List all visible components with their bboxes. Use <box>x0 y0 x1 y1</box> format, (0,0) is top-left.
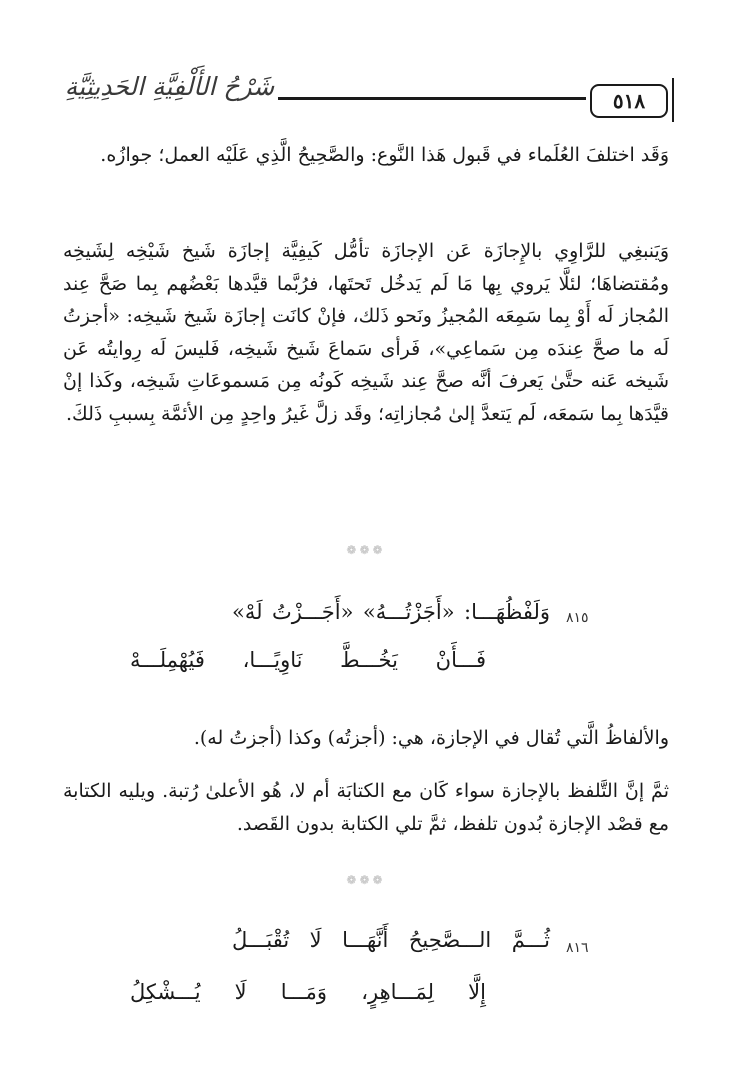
paragraph-acceptance: وَقَد اختلفَ العُلَماء في قَبول هَذا النَّوع: والصَّحِيحُ الَّذِي عَلَيْه العمل؛ جوازُه. <box>100 144 669 166</box>
running-title: شَرْحُ الأَلْفِيَّةِ الحَدِيثِيَّةِ <box>64 72 275 101</box>
paragraph-narrator-caution: وَيَنبغِي للرَّاوِي بالإِجازَة عَن الإجازَة تأمُّل كَيفِيَّة إجازَة شَيخ شَيْخِه لِشَيخِه ومُقتضاهَا؛ لئلَّا يَروي بِها مَا لَم يَدخُل تَحتَها، فرُبَّما قيَّدها بَعْضُهم بِما صَحَّ عِند المُجاز لَه أَوْ بِما سَمِعَه المُجيزُ ونَحو ذَلك، فإنْ كانَت إجازَة شَيخ شَيخِه: «أجزتُ لَه ما صحَّ عِندَه مِن سَماعِي»، فَرأى سَماعَ شَيخ شَيخِه، فَليسَ لَه رِوايتُه عَن شَيخه عَنه حتَّىٰ يَعرفَ أنَّه صحَّ عِند شَيخِه كَونُه مِن مَسموعَاتِ شَيخِه، وكَذا إنْ قيَّدَها بِما سَمعَه، لَم يَتعدَّ إلىٰ مُجازاتِه؛ وقَد زلَّ غَيرُ واحِدٍ مِن الأئمَّة بِسببِ ذَلكَ. <box>63 240 669 425</box>
page-header <box>62 70 677 126</box>
paragraph-wording: والألفاظُ الَّتي تُقال في الإجازة، هي: (أجزتُه) وكذا (أجزتُ له). <box>193 727 669 749</box>
verse-number: ٨١٥ <box>566 610 589 626</box>
verse-number: ٨١٦ <box>566 940 589 956</box>
verse-first-hemistich: ثُـــمَّ الـــصَّحِيحُ أَنَّهَـــا لَا تُقْبَـــلُ <box>232 928 550 952</box>
section-ornament: ❁❁❁ <box>346 873 386 887</box>
verse-second-hemistich: فَـــأَنْ يَخُـــطَّ نَاوِيًـــا، فَيُهْمِلَـــهْ <box>130 648 486 672</box>
header-rule <box>278 97 586 100</box>
paragraph-ranking: ثمَّ إنَّ التَّلفظ بالإجازة سواء كَان مع الكتابَة أم لا، هُو الأعلىٰ رُتبة. ويليه الكتابة مع قصْد الإجازة بُدون تلفظ، ثمَّ تلي الكتابة بدون القَصد. <box>63 780 669 835</box>
verse-second-hemistich: إِلَّا لِمَـــاهِرٍ، وَمَـــا لَا يُـــشْكِلُ <box>130 980 486 1004</box>
header-edge-bar <box>672 78 674 122</box>
page-number: ٥١٨ <box>590 84 668 118</box>
verse-first-hemistich: وَلَفْظُهَـــا: «أَجَزْتُـــهُ» «أَجَـــزْتُ لَهْ» <box>232 600 550 624</box>
section-ornament: ❁❁❁ <box>346 543 386 557</box>
